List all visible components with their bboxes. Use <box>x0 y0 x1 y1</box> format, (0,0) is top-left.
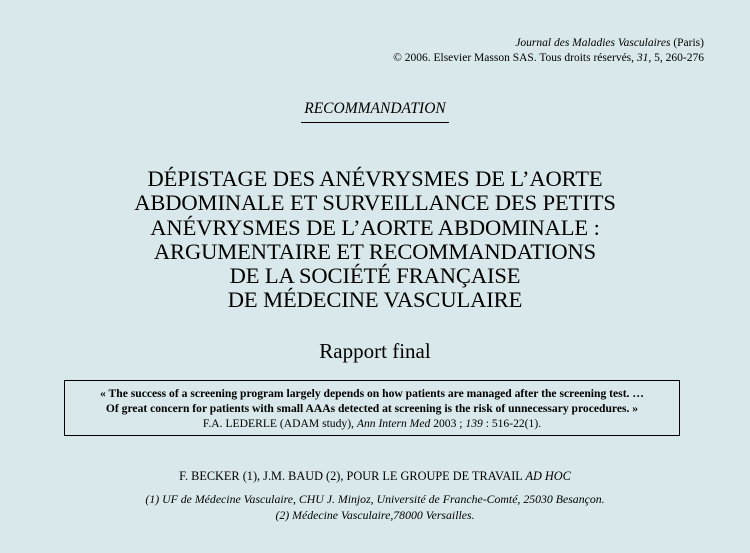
copyright-text: © 2006. Elsevier Masson SAS. Tous droits réservés, <box>393 52 635 64</box>
author-names: F. BECKER (1), J.M. BAUD (2), POUR LE GROUPE DE TRAVAIL <box>179 469 523 483</box>
section-label-text: RECOMMANDATION <box>301 100 449 123</box>
journal-line <box>393 36 704 51</box>
section-label <box>0 100 750 123</box>
title-line: ARGUMENTAIRE ET RECOMMANDATIONS <box>153 238 597 264</box>
title-line: DE LA SOCIÉTÉ FRANÇAISE <box>229 263 521 289</box>
affiliations <box>0 491 750 523</box>
affiliation-line: (1) UF de Médecine Vasculaire, CHU J. Minjoz, Université de Franche-Comté, 25030 Besançon. <box>145 492 605 506</box>
citation-year: 2003 ; <box>433 417 463 430</box>
title-line: ABDOMINALE ET SURVEILLANCE DES PETITS <box>134 190 616 216</box>
title-line: DÉPISTAGE DES ANÉVRYSMES DE L’AORTE <box>147 166 603 191</box>
quote-line: Of great concern for patients with small AAAs detected at screening is the risk of unnecessary procedures. » <box>105 402 639 415</box>
journal-volume: 31 <box>636 52 649 64</box>
journal-issue-pages: , 5, 260-276 <box>648 52 704 64</box>
quote-line: « The success of a screening program largely depends on how patients are managed after the screening test. … <box>100 387 644 400</box>
title-line: DE MÉDECINE VASCULAIRE <box>227 287 523 313</box>
affiliation-line: (2) Médecine Vasculaire,78000 Versailles. <box>275 508 475 522</box>
journal-info <box>393 36 704 66</box>
citation-author: F.A. LEDERLE (ADAM study), <box>202 417 354 430</box>
citation-pages: : 516-22(1). <box>485 417 542 430</box>
quote-citation <box>65 416 679 431</box>
copyright-line <box>393 51 704 66</box>
journal-city: (Paris) <box>673 37 704 49</box>
citation-journal: Ann Intern Med <box>356 417 431 430</box>
article-title <box>0 167 750 313</box>
quote-box <box>64 380 680 436</box>
article-subtitle: Rapport final <box>319 339 431 363</box>
citation-volume: 139 <box>465 417 483 430</box>
title-line: ANÉVRYSMES DE L’AORTE ABDOMINALE : <box>150 214 600 240</box>
authors <box>0 469 750 484</box>
author-ad-hoc: AD HOC <box>525 469 571 483</box>
journal-name: Journal des Maladies Vasculaires <box>515 37 671 49</box>
